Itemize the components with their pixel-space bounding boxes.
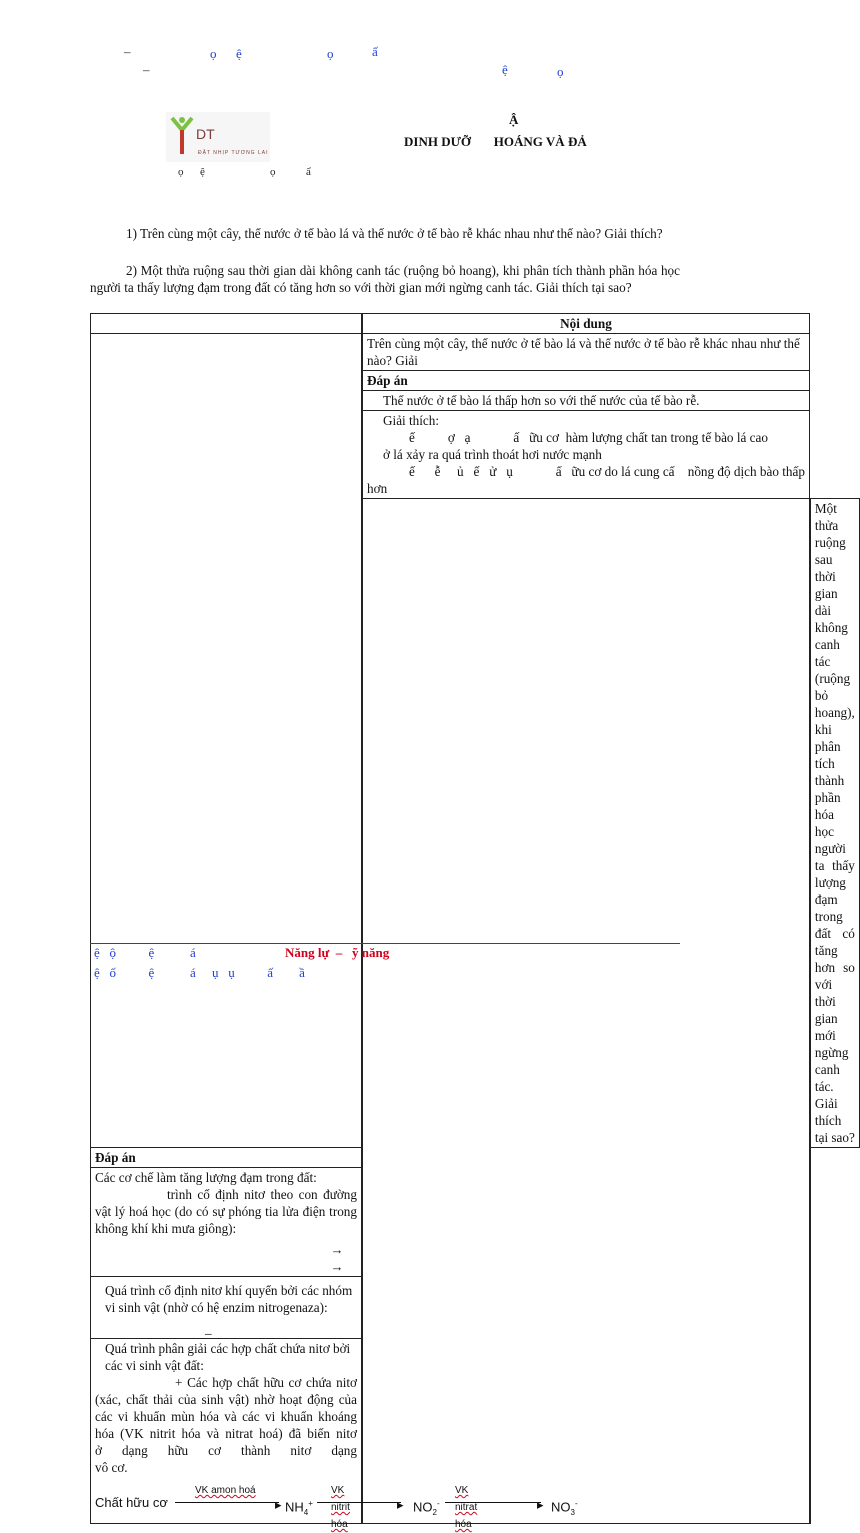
title-line2: DINH DƯỠ HOÁNG VÀ ĐẢ: [404, 134, 587, 149]
q1-cell: Trên cùng một cây, thế nước ở tế bào lá và thế nước ở tế bào rễ khác nhau như thế nào? Giải: [363, 334, 810, 371]
logo: [166, 112, 270, 162]
title-line1: Ậ: [509, 112, 519, 127]
logo-below-a: ọ: [178, 166, 184, 178]
answer-1: Thế nước ở tế bào lá thấp hơn so với thế nước của tế bào rễ.: [363, 391, 810, 411]
chem-start: Chất hữu cơ: [95, 1495, 168, 1510]
chem-arrow-2-head: ▸: [397, 1497, 404, 1512]
header-dash-2: –: [143, 62, 150, 77]
question-2: 2) Một thửa ruộng sau thời gian dài không canh tác (ruộng bỏ hoang), khi phân tích thành phần hóa học người ta thấy lượng đạm trong đất có tăng hơn so với thời gian mới ngừng canh tác. Giải thích tại sao?: [90, 263, 680, 295]
q2-cell: Một thửa ruộng sau thời gian dài không canh tác (ruộng bỏ hoang), khi phân tích thành phần hóa học người ta thấy lượng đạm trong đất có tăng hơn so với thời gian mới ngừng canh tác. Giải thích tại sao?: [810, 499, 859, 1148]
chem-no3: $NO_3^-$: [551, 1499, 578, 1517]
chem-arrow-3-head: ▸: [537, 1497, 544, 1512]
chem-label-amon: VK amon hoá: [195, 1485, 256, 1496]
mech-p3: Quá trình phân giải các hợp chất chứa nitơ bởi các vi sinh vật đất:: [105, 1341, 351, 1373]
explain-4: hơn: [367, 481, 388, 496]
logo-below-d: ẩ: [306, 166, 311, 178]
row-marker-1: [91, 334, 362, 1148]
chem-arrow-1: [175, 1494, 279, 1503]
mech-p2-mark: _: [205, 1321, 212, 1336]
chem-label-nitrat: VK nitrat hóa: [455, 1485, 478, 1530]
answer-2-p3: [91, 1339, 578, 1530]
arrow-icon: →: [330, 1242, 344, 1257]
header-line2-a: ệ: [502, 62, 508, 77]
table-header-blank: [91, 314, 362, 334]
footer-line1-red: Năng lự – ỹ năng: [285, 945, 390, 960]
logo-subtext: ĐẶT NHỊP TƯƠNG LAI: [198, 150, 269, 156]
explain-2: ở lá xảy ra quá trình thoát hơi nước mạnh: [383, 447, 602, 462]
footer-divider: [90, 943, 680, 944]
table-header: Nội dung: [363, 314, 810, 334]
explain-3: ế ễ ủ ế ử ụ ấ ữu cơ do lá cung cấ nồng độ dịch bào thấp: [409, 464, 805, 479]
footer-line2-blue: ệ ố ệ á ụ ụ ấ ầ: [94, 965, 305, 980]
header-line2-b: ọ: [557, 64, 564, 79]
logo-below-b: ệ: [200, 166, 205, 178]
chem-arrow-2: [317, 1494, 401, 1503]
mech-heading: Các cơ chế làm tăng lượng đạm trong đất:: [95, 1170, 317, 1185]
question-1: 1) Trên cùng một cây, thế nước ở tế bào lá và thế nước ở tế bào rễ khác nhau như thế nào? Giải thích?: [126, 226, 663, 241]
logo-text: DT: [196, 126, 215, 142]
chem-equation: [95, 1482, 578, 1530]
explain-label: Giải thích:: [383, 413, 440, 428]
answer-label-2: Đáp án: [91, 1148, 362, 1168]
mech-arrows: [95, 1241, 357, 1275]
chem-label-nitrit: VK nitrit hóa: [331, 1485, 350, 1530]
mech-p2: Quá trình cố định nitơ khí quyển bởi các nhóm vi sinh vật (nhờ có hệ enzim nitrogenaza):: [105, 1283, 353, 1315]
mech-p3-detail: + Các hợp chất hữu cơ chứa nitơ (xác, chất thải của sinh vật) nhờ hoạt động của các vi khuẩn mùn hóa và các vi khuẩn khoáng hóa (VK nitrit hóa và nitrat hoá) đã biến nitơ ở dạng hữu cơ thành nitơ dạng vô cơ.: [95, 1375, 377, 1475]
arrow-icon: →: [330, 1259, 344, 1274]
chem-arrow-1-head: ▸: [275, 1497, 282, 1512]
row-marker-2: [363, 499, 810, 1524]
header-line1-a: ọ: [210, 46, 217, 61]
answer-2-mech: [91, 1168, 362, 1277]
header-line1-b: ệ: [236, 46, 242, 61]
answer-1-explain: [363, 411, 810, 499]
answer-table: [90, 313, 860, 1530]
header-line1-d: ấ: [372, 44, 378, 59]
explain-1: ế ợ ạ ấ ữu cơ hàm lượng chất tan trong tế bào lá cao: [409, 430, 768, 445]
answer-label-1: Đáp án: [363, 371, 810, 391]
chem-no2: $NO_2^-$: [413, 1499, 440, 1517]
footer-line1-blue: ệ ộ ệ á: [94, 945, 196, 960]
header-dash-1: –: [124, 44, 131, 59]
header-line1-c: ọ: [327, 46, 334, 61]
chem-nh4: $NH_4^+$: [285, 1499, 313, 1517]
mech-p1: trình cố định nitơ theo con đường vật lý hoá học (do có sự phóng tia lửa điện trong không khí khi mưa giông):: [95, 1187, 357, 1236]
logo-below-c: ọ: [270, 166, 276, 178]
answer-2-p2: [91, 1277, 362, 1339]
chem-arrow-3: [445, 1494, 541, 1503]
